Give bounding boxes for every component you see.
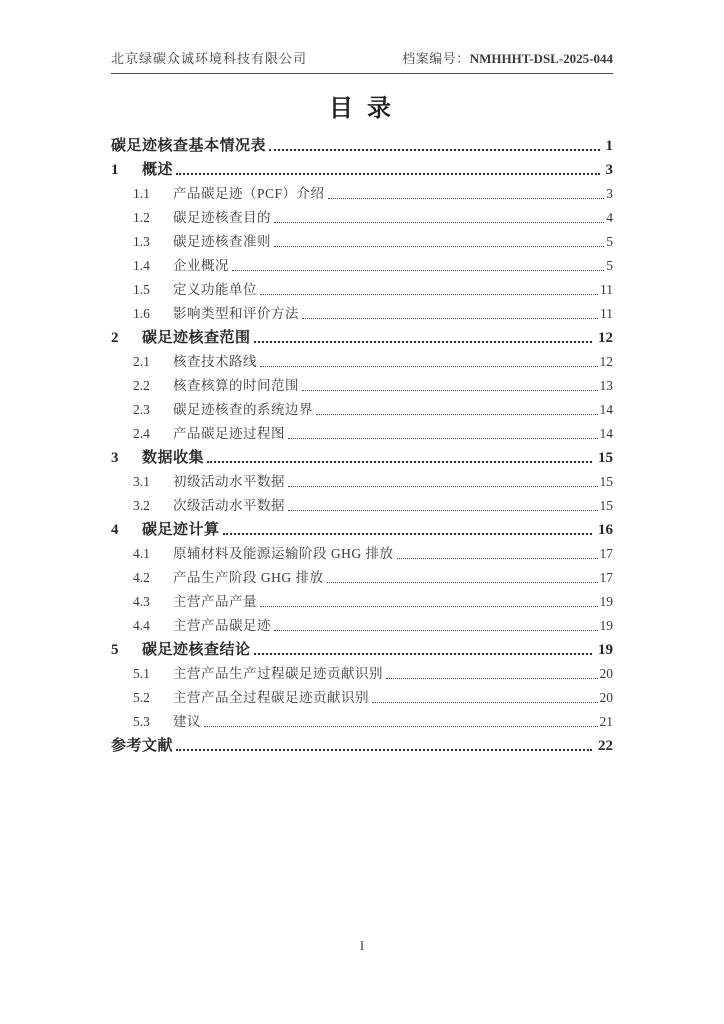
- toc-entry-number: 5.2: [133, 690, 150, 705]
- toc-entry-label: 次级活动水平数据: [173, 498, 285, 513]
- toc-entry-number: 4.4: [133, 618, 150, 633]
- toc-leader-dots: [274, 222, 604, 223]
- page-title: 目 录: [329, 96, 395, 122]
- toc-entry-number: 5.1: [133, 666, 150, 681]
- toc-entry-number: 4.2: [133, 570, 150, 585]
- toc-entry-number: 4: [111, 522, 119, 538]
- toc-entry-number: 2: [111, 330, 119, 346]
- toc-entry-number: 5: [111, 642, 119, 658]
- toc-entry-number: 5.3: [133, 714, 150, 729]
- toc-entry-number: 1.1: [133, 186, 150, 201]
- toc-entry[interactable]: [111, 133, 613, 157]
- toc-entry-label: 碳足迹计算: [142, 522, 220, 538]
- toc-entry-page: 12: [598, 330, 613, 346]
- toc-entry-number: 3.2: [133, 498, 150, 513]
- toc-leader-dots: [207, 461, 592, 463]
- toc-leader-dots: [176, 173, 599, 175]
- toc-entry-label: 产品碳足迹过程图: [173, 426, 285, 441]
- toc-entry-number: 2.3: [133, 402, 150, 417]
- toc-entry[interactable]: [111, 637, 613, 661]
- toc-leader-dots: [302, 390, 598, 391]
- toc-entry-label: 产品生产阶段 GHG 排放: [173, 570, 324, 585]
- toc-entry-label: 核查核算的时间范围: [173, 378, 299, 393]
- toc-entry-page: 14: [599, 402, 613, 417]
- toc-entry-number: 1.5: [133, 282, 150, 297]
- toc-entry-page: 11: [600, 282, 613, 297]
- page-footer: [0, 938, 724, 954]
- toc-entry-page: 19: [599, 594, 613, 609]
- toc-leader-dots: [274, 630, 598, 631]
- toc-entry-page: 21: [599, 714, 613, 729]
- toc-entry-label: 碳足迹核查范围: [142, 330, 251, 346]
- company-name: 北京绿碳众诚环境科技有限公司: [111, 51, 308, 66]
- toc-entry-page: 1: [605, 138, 613, 154]
- toc-entry-number: 1.2: [133, 210, 150, 225]
- toc-entry-page: 3: [606, 186, 613, 201]
- toc-entry-number: 2.4: [133, 426, 150, 441]
- toc-entry-label: 产品碳足迹（PCF）介绍: [173, 186, 325, 201]
- toc-list: [111, 133, 613, 757]
- toc-leader-dots: [223, 533, 592, 535]
- toc-leader-dots: [316, 414, 598, 415]
- toc-leader-dots: [260, 606, 598, 607]
- toc-leader-dots: [302, 318, 598, 319]
- toc-entry[interactable]: [111, 421, 613, 445]
- toc-leader-dots: [260, 294, 598, 295]
- toc-entry-label: 主营产品生产过程碳足迹贡献识别: [173, 666, 383, 681]
- toc-entry-label: 碳足迹核查的系统边界: [173, 402, 313, 417]
- toc-entry-label: 碳足迹核查准则: [173, 234, 271, 249]
- toc-entry-label: 概述: [142, 162, 174, 178]
- toc-entry-page: 4: [606, 210, 613, 225]
- toc-entry[interactable]: [111, 397, 613, 421]
- toc-leader-dots: [386, 678, 598, 679]
- toc-entry[interactable]: [111, 373, 613, 397]
- toc-entry-label: 定义功能单位: [173, 282, 257, 297]
- toc-entry-number: 1.3: [133, 234, 150, 249]
- toc-entry-label: 碳足迹核查目的: [173, 210, 271, 225]
- toc-entry[interactable]: [111, 661, 613, 685]
- toc-leader-dots: [328, 198, 605, 199]
- toc-entry-label: 建议: [173, 714, 201, 729]
- toc-entry[interactable]: [111, 181, 613, 205]
- toc-entry-page: 15: [599, 474, 613, 489]
- toc-entry-number: 2.1: [133, 354, 150, 369]
- toc-leader-dots: [397, 558, 598, 559]
- toc-entry-page: 17: [599, 546, 613, 561]
- toc-entry[interactable]: [111, 253, 613, 277]
- toc-entry-label: 碳足迹核查基本情况表: [111, 138, 267, 154]
- toc-leader-dots: [204, 726, 598, 727]
- toc-entry[interactable]: [111, 541, 613, 565]
- toc-entry[interactable]: [111, 325, 613, 349]
- toc-entry-page: 22: [598, 738, 613, 754]
- toc-entry-page: 12: [599, 354, 613, 369]
- toc-entry-label: 企业概况: [173, 258, 229, 273]
- toc-entry-label: 主营产品产量: [173, 594, 257, 609]
- toc-entry[interactable]: [111, 229, 613, 253]
- toc-entry[interactable]: [111, 301, 613, 325]
- toc-entry-label: 主营产品全过程碳足迹贡献识别: [173, 690, 369, 705]
- toc-entry-page: 15: [599, 498, 613, 513]
- toc-entry-page: 5: [606, 234, 613, 249]
- toc-entry-number: 4.1: [133, 546, 150, 561]
- toc-entry[interactable]: [111, 685, 613, 709]
- toc-entry[interactable]: [111, 613, 613, 637]
- toc-entry[interactable]: [111, 205, 613, 229]
- page-number: I: [359, 938, 365, 953]
- toc-entry-number: 1: [111, 162, 119, 178]
- toc-entry[interactable]: [111, 733, 613, 757]
- toc-entry[interactable]: [111, 493, 613, 517]
- toc-entry-page: 15: [598, 450, 613, 466]
- toc-entry[interactable]: [111, 469, 613, 493]
- toc-entry-page: 19: [598, 642, 613, 658]
- toc-entry-page: 16: [598, 522, 613, 538]
- toc-entry-number: 3: [111, 450, 119, 466]
- toc-entry[interactable]: [111, 517, 613, 541]
- toc-entry-label: 影响类型和评价方法: [173, 306, 299, 321]
- toc-entry-label: 主营产品碳足迹: [173, 618, 271, 633]
- toc-entry-page: 13: [599, 378, 613, 393]
- toc-entry[interactable]: [111, 709, 613, 733]
- toc-entry[interactable]: [111, 157, 613, 181]
- toc-leader-dots: [232, 270, 604, 271]
- toc-leader-dots: [288, 510, 598, 511]
- toc-entry-label: 核查技术路线: [173, 354, 257, 369]
- toc-leader-dots: [176, 749, 592, 751]
- toc-entry-number: 1.6: [133, 306, 150, 321]
- toc-entry-label: 参考文献: [111, 738, 174, 754]
- doc-number: [402, 48, 613, 67]
- toc-leader-dots: [269, 149, 599, 151]
- toc-entry[interactable]: [111, 589, 613, 613]
- toc-entry-label: 原辅材料及能源运输阶段 GHG 排放: [173, 546, 394, 561]
- toc-entry[interactable]: [111, 277, 613, 301]
- toc-entry-number: 3.1: [133, 474, 150, 489]
- toc-entry-page: 14: [599, 426, 613, 441]
- toc-entry-page: 5: [606, 258, 613, 273]
- toc-entry-page: 3: [605, 162, 613, 178]
- toc-leader-dots: [260, 366, 598, 367]
- toc-entry-page: 20: [599, 666, 613, 681]
- toc-leader-dots: [274, 246, 604, 247]
- toc-entry-label: 碳足迹核查结论: [142, 642, 251, 658]
- toc-leader-dots: [288, 438, 598, 439]
- toc-entry-page: 20: [599, 690, 613, 705]
- toc-entry-number: 2.2: [133, 378, 150, 393]
- toc-entry-page: 11: [600, 306, 613, 321]
- toc-entry-label: 初级活动水平数据: [173, 474, 285, 489]
- toc-entry[interactable]: [111, 349, 613, 373]
- running-header: [111, 48, 613, 74]
- toc-entry-page: 17: [599, 570, 613, 585]
- toc-leader-dots: [327, 582, 598, 583]
- toc-leader-dots: [372, 702, 598, 703]
- toc-entry[interactable]: [111, 445, 613, 469]
- doc-number-value: NMHHHT-DSL-2025-044: [469, 51, 613, 66]
- toc-entry-page: 19: [599, 618, 613, 633]
- doc-number-label: 档案编号：: [402, 51, 470, 66]
- toc-entry-label: 数据收集: [142, 450, 205, 466]
- toc-leader-dots: [254, 653, 592, 655]
- toc-leader-dots: [288, 486, 598, 487]
- toc-entry-number: 1.4: [133, 258, 150, 273]
- toc-entry-number: 4.3: [133, 594, 150, 609]
- toc-entry[interactable]: [111, 565, 613, 589]
- toc-leader-dots: [254, 341, 592, 343]
